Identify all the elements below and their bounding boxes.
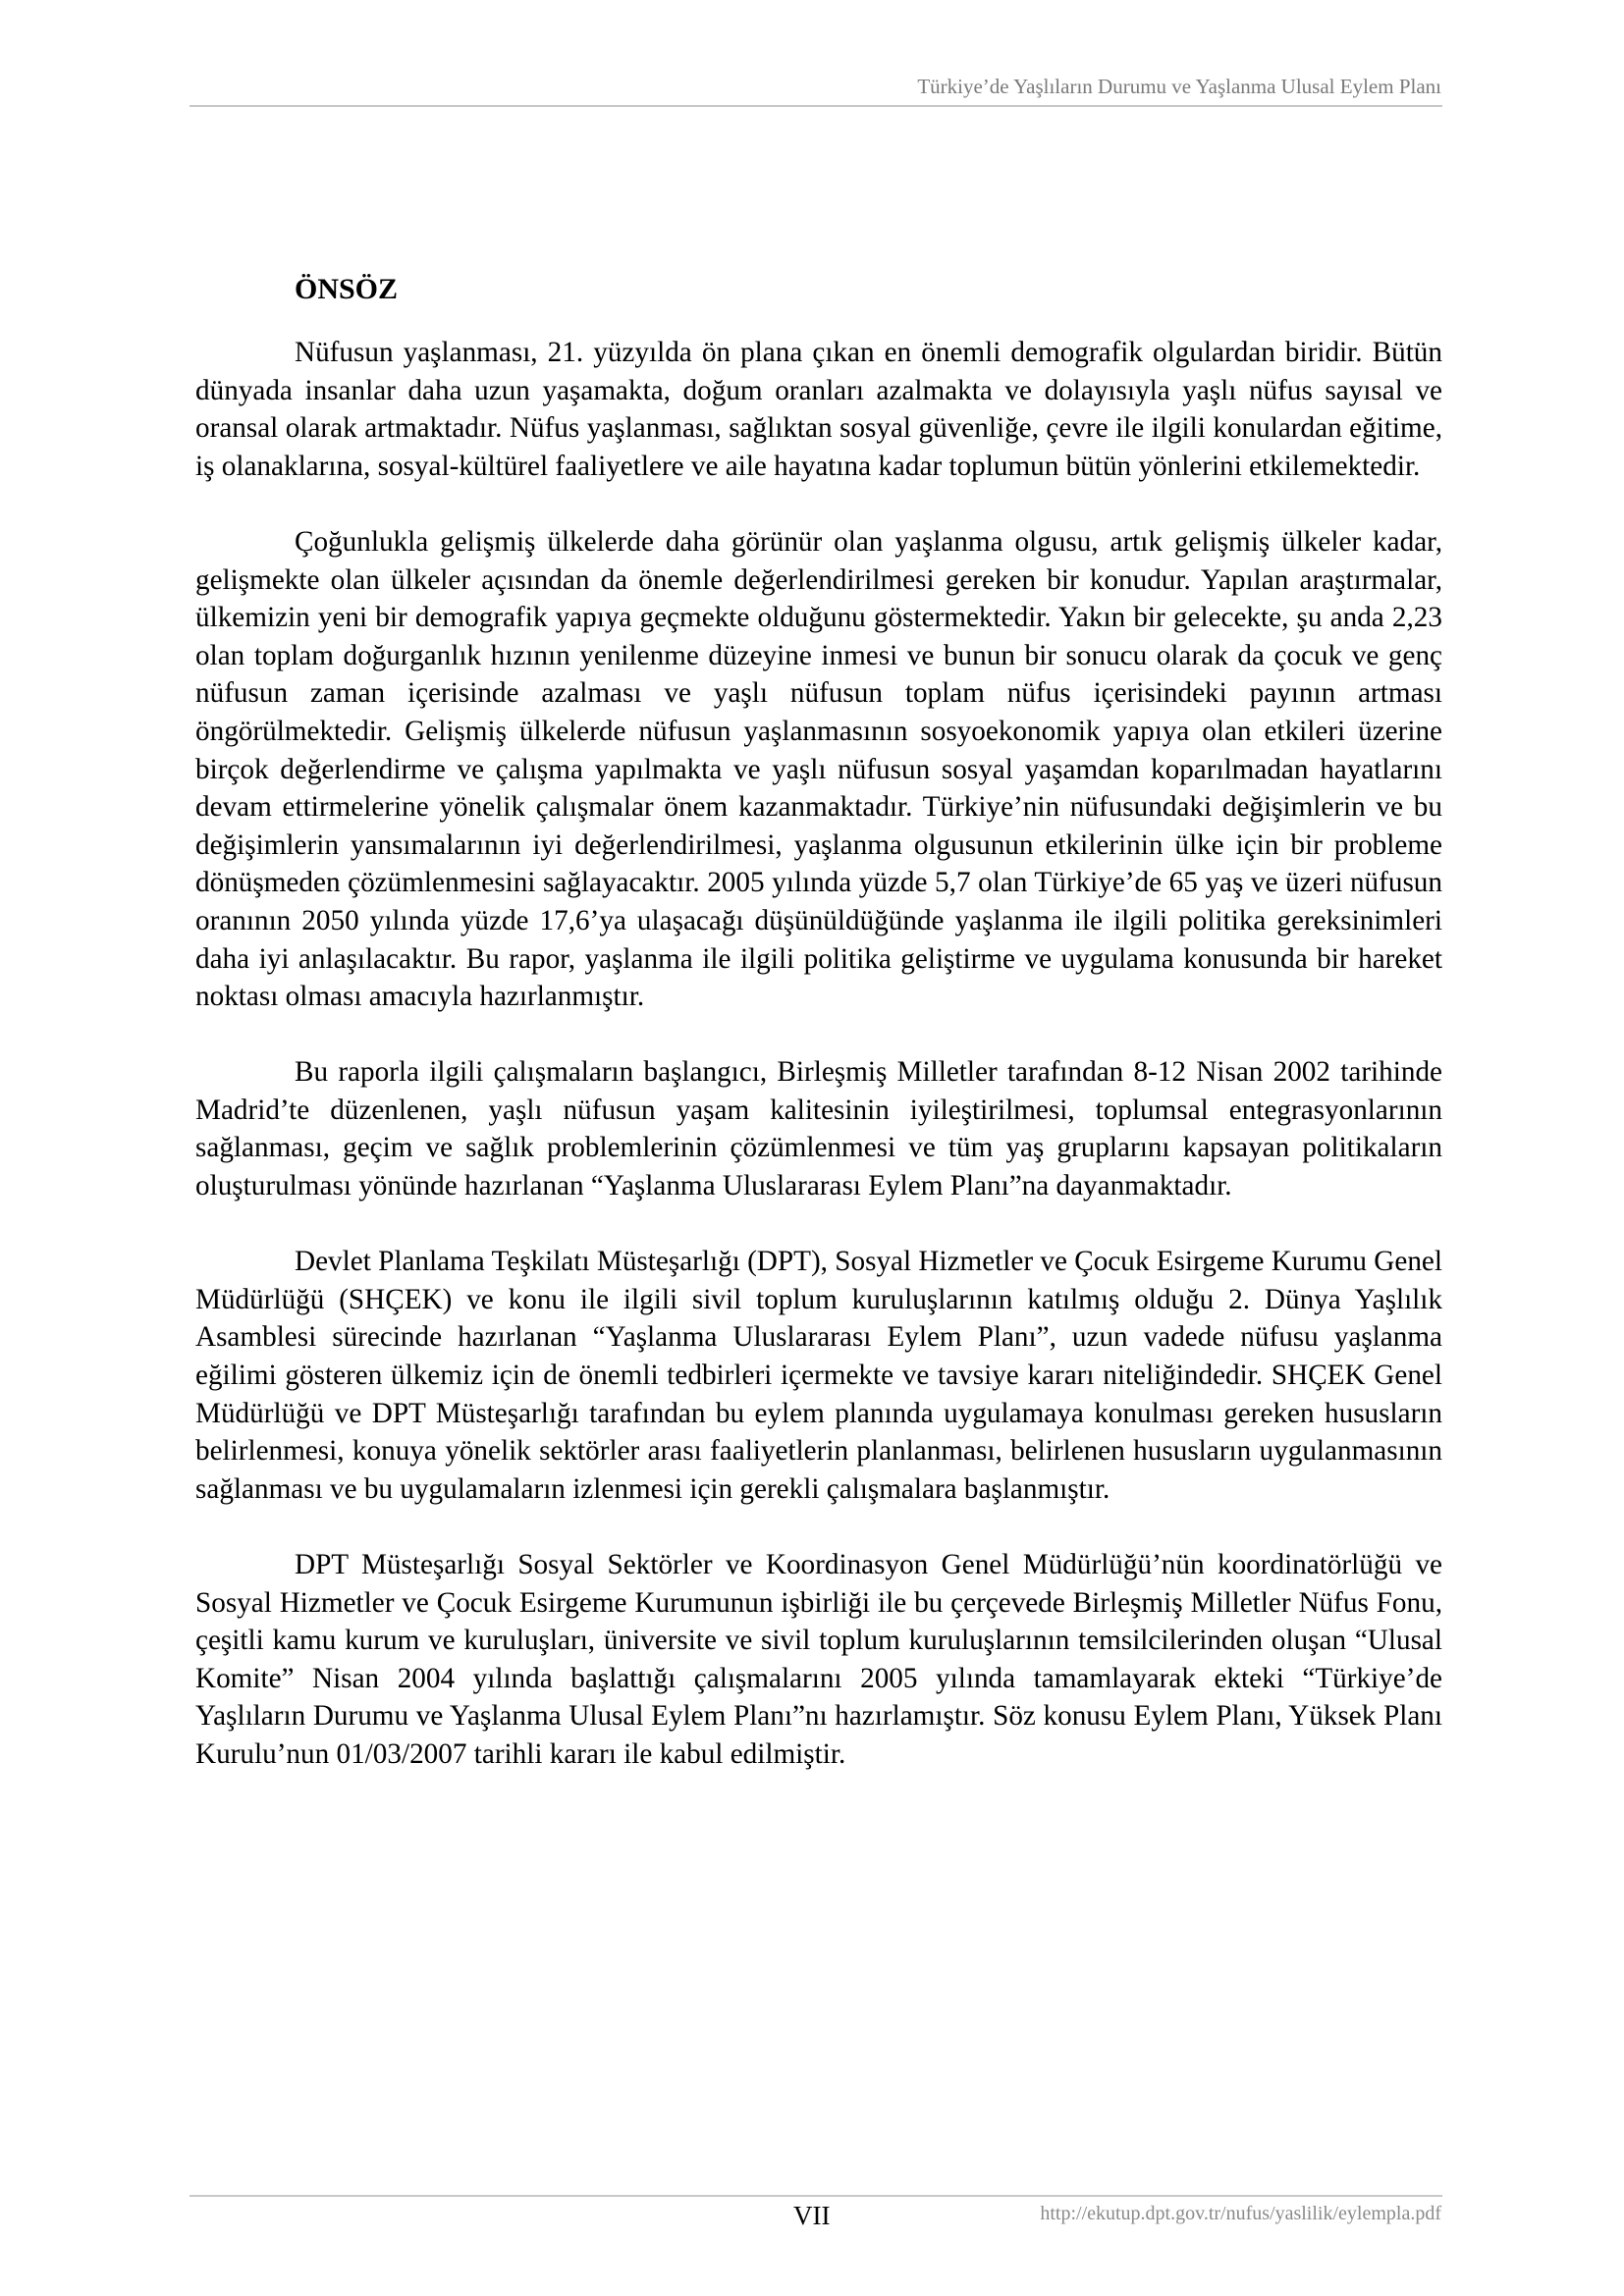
header-divider — [189, 105, 1442, 107]
paragraph-1: Nüfusun yaşlanması, 21. yüzyılda ön plana çıkan en önemli demografik olgulardan biridir. Bütün dünyada insanlar daha uzun yaşamakta, doğum oranları azalmakta ve dolayısıyla yaşlı nüfus sayısal ve oransal olarak artmaktadır. Nüfus yaşlanması, sağlıktan sosyal güvenliğe, çevre ile ilgili konulardan eğitime, iş olanaklarına, sosyal-kültürel faaliyetlere ve aile hayatına kadar toplumun bütün yönlerini etkilemektedir. — [195, 337, 1442, 482]
document-body — [195, 334, 1442, 1811]
paragraph-3: Bu raporla ilgili çalışmaların başlangıcı, Birleşmiş Milletler tarafından 8-12 Nisan 2002 tarihinde Madrid’te düzenlenen, yaşlı nüfusun yaşam kalitesinin iyileştirilmesi, toplumsal entegrasyonlarının sağlanması, geçim ve sağlık problemlerinin çözümlenmesi ve tüm yaş gruplarını kapsayan politikaların oluşturulması yönünde hazırlanan “Yaşlanma Uluslararası Eylem Planı”na dayanmaktadır. — [195, 1056, 1442, 1202]
page-title: ÖNSÖZ — [295, 273, 399, 305]
paragraph-4: Devlet Planlama Teşkilatı Müsteşarlığı (DPT), Sosyal Hizmetler ve Çocuk Esirgeme Kurumu Genel Müdürlüğü (SHÇEK) ve konu ile ilgili sivil toplum kuruluşlarının katılmış olduğu 2. Dünya Yaşlılık Asamblesi sürecinde hazırlanan “Yaşlanma Uluslararası Eylem Planı”, uzun vadede nüfusu yaşlanma eğilimi gösteren ülkemiz için de önemli tedbirleri içermekte ve tavsiye kararı niteliğindedir. SHÇEK Genel Müdürlüğü ve DPT Müsteşarlığı tarafından bu eylem planında uygulamaya konulması gereken hususların belirlenmesi, konuya yönelik sektörler arası faaliyetlerin planlanması, belirlenen hususların uygulanmasının sağlanması ve bu uygulamaların izlenmesi için gerekli çalışmalara başlanmıştır. — [195, 1246, 1442, 1505]
source-url[interactable]: http://ekutup.dpt.gov.tr/nufus/yaslilik/eylempla.pdf — [1040, 2203, 1441, 2224]
paragraph-2: Çoğunlukla gelişmiş ülkelerde daha görünür olan yaşlanma olgusu, artık gelişmiş ülkeler kadar, gelişmekte olan ülkeler açısından da önemle değerlendirilmesi gereken bir konudur. Yapılan araştırmalar, ülkemizin yeni bir demografik yapıya geçmekte olduğunu göstermektedir. Yakın bir gelecekte, şu anda 2,23 olan toplam doğurganlık hızının yenilenme düzeyine inmesi ve bunun bir sonucu olarak da çocuk ve genç nüfusun zaman içerisinde azalması ve yaşlı nüfusun toplam nüfus içerisindeki payının artması öngörülmektedir. Gelişmiş ülkelerde nüfusun yaşlanmasının sosyoekonomik yapıya olan etkileri üzerine birçok değerlendirme ve çalışma yapılmakta ve yaşlı nüfusun sosyal yaşamdan koparılmadan hayatlarını devam ettirmelerine yönelik çalışmalar önem kazanmaktadır. Türkiye’nin nüfusundaki değişimlerin ve bu değişimlerin yansımalarının iyi değerlendirilmesi, yaşlanma olgusunun etkilerinin ülke için bir probleme dönüşmeden çözümlenmesini sağlayacaktır. 2005 yılında yüzde 5,7 olan Türkiye’de 65 yaş ve üzeri nüfusun oranının 2050 yılında yüzde 17,6’ya ulaşacağı düşünüldüğünde yaşlanma ile ilgili politika gereksinimleri daha iyi anlaşılacaktır. Bu rapor, yaşlanma ile ilgili politika geliştirme ve uygulama konusunda bir hareket noktası olması amacıyla hazırlanmıştır. — [195, 525, 1442, 1013]
running-header: Türkiye’de Yaşlıların Durumu ve Yaşlanma Ulusal Eylem Planı — [917, 75, 1441, 98]
page-number: VII — [793, 2201, 831, 2230]
paragraph-5: DPT Müsteşarlığı Sosyal Sektörler ve Koordinasyon Genel Müdürlüğü’nün koordinatörlüğü ve Sosyal Hizmetler ve Çocuk Esirgeme Kurumunun işbirliği ile bu çerçevede Birleşmiş Milletler Nüfus Fonu, çeşitli kamu kurum ve kuruluşları, üniversite ve sivil toplum kuruluşlarının temsilcilerinden oluşan “Ulusal Komite” Nisan 2004 yılında başlattığı çalışmalarını 2005 yılında tamamlayarak ekteki “Türkiye’de Yaşlıların Durumu ve Yaşlanma Ulusal Eylem Planı”nı hazırlamıştır. Söz konusu Eylem Planı, Yüksek Planı Kurulu’nun 01/03/2007 tarihli kararı ile kabul edilmiştir. — [195, 1549, 1442, 1770]
footer-divider — [189, 2195, 1442, 2197]
